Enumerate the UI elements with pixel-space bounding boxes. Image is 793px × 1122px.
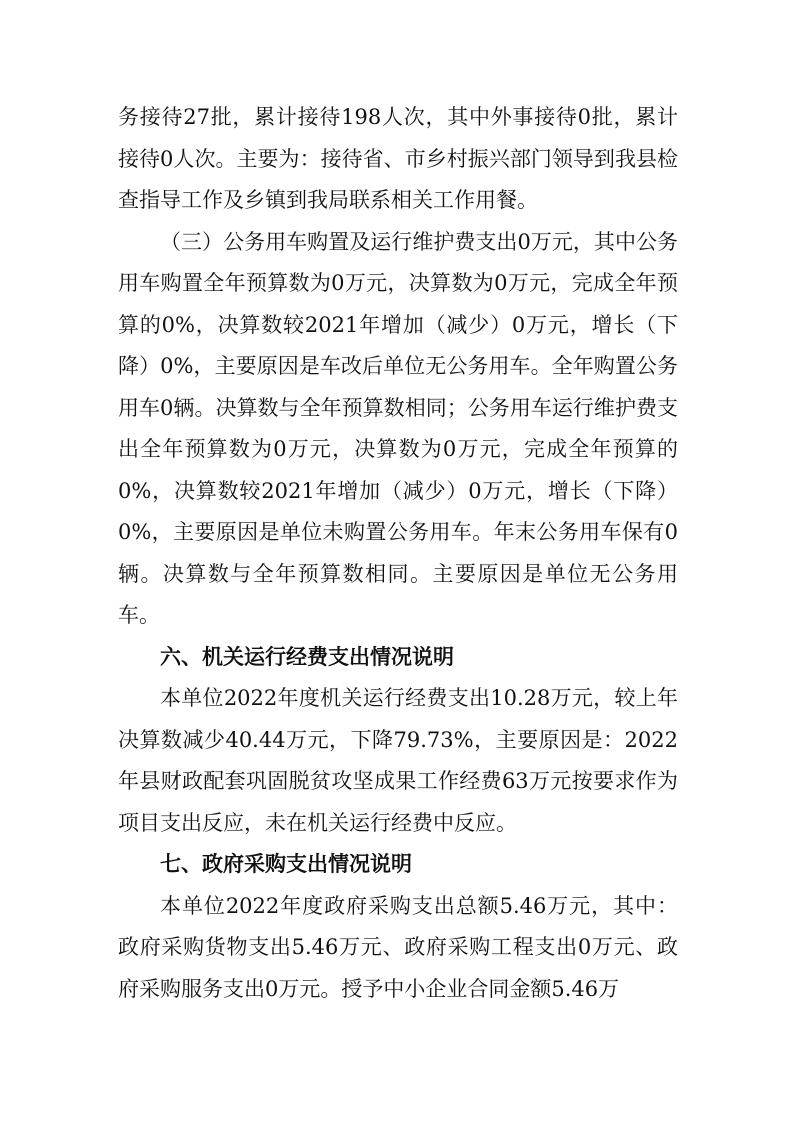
section-heading-government-procurement: 七、政府采购支出情况说明 xyxy=(160,852,412,876)
paragraph-government-procurement: 本单位2022年度政府采购支出总额5.46万元，其中：政府采购货物支出5.46万元、政府采购工程支出0万元、政府采购服务支出0万元。授予中小企业合同金额5.46万 xyxy=(118,893,678,1001)
paragraph-reception-continued: 务接待27批，累计接待198人次，其中外事接待0批，累计接待0人次。主要为：接待省、市乡村振兴部门领导到我县检查指导工作及乡镇到我局联系相关工作用餐。 xyxy=(118,105,678,212)
paragraph-operating-expenses: 本单位2022年度机关运行经费支出10.28万元，较上年决算数减少40.44万元，下降79.73%，主要原因是：2022年县财政配套巩固脱贫攻坚成果工作经费63万元按要求作为项目支出反应，未在机关运行经费中反应。 xyxy=(118,686,678,835)
document-body xyxy=(118,97,678,1010)
section-heading-operating-expenses: 六、机关运行经费支出情况说明 xyxy=(160,644,454,669)
paragraph-official-vehicles: （三）公务用车购置及运行维护费支出0万元，其中公务用车购置全年预算数为0万元，决算数为0万元，完成全年预算的0%，决算数较2021年增加（减少）0万元，增长（下降）0%，主要原因是车改后单位无公务用车。全年购置公务用车0辆。决算数与全年预算数相同；公务用车运行维护费支出全年预算数为0万元，决算数为0万元，完成全年预算的0%，决算数较2021年增加（减少）0万元，增长（下降）0%，主要原因是单位未购置公务用车。年末公务用车保有0辆。决算数与全年预算数相同。主要原因是单位无公务用车。 xyxy=(118,229,678,627)
